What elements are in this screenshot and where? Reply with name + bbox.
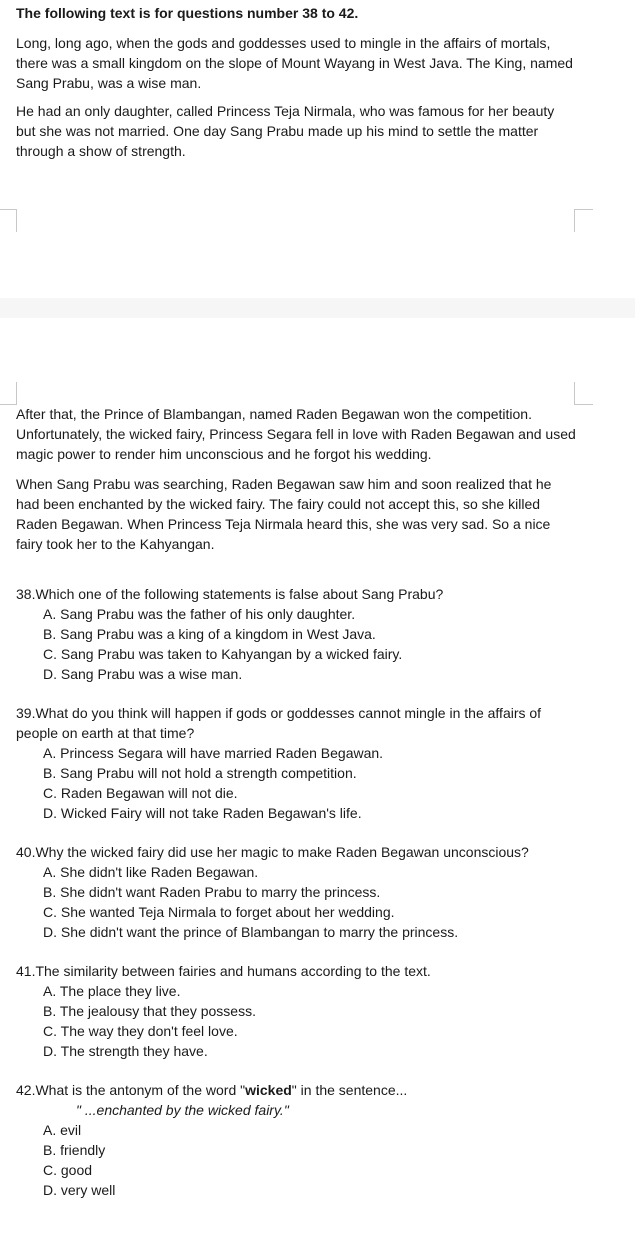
question-41-text: 41.The similarity between fairies and humans according to the text. xyxy=(16,963,431,979)
image-frame-corner-top-right xyxy=(574,209,593,232)
question-39-option-c[interactable]: C. Raden Begawan will not die. xyxy=(43,785,238,801)
image-frame-corner-bottom-right xyxy=(574,382,593,405)
question-38-text: 38.Which one of the following statements is false about Sang Prabu? xyxy=(16,586,444,602)
passage-paragraph-4: When Sang Prabu was searching, Raden Begawan saw him and soon realized that he had been enchanted by the wicked fairy. The fairy could not accept this, so she killed Raden Begawan. When Princess Teja Nirmala heard this, she was very sad. So a nice fairy took her to the Kahyangan. xyxy=(16,476,552,552)
question-38-option-d[interactable]: D. Sang Prabu was a wise man. xyxy=(43,666,243,682)
question-40 xyxy=(16,842,576,942)
question-38-option-a[interactable]: A. Sang Prabu was the father of his only daughter. xyxy=(43,606,356,622)
question-42-option-d[interactable]: D. very well xyxy=(43,1182,116,1198)
question-42 xyxy=(16,1080,576,1200)
image-placeholder-band xyxy=(0,298,635,318)
question-38-option-b[interactable]: B. Sang Prabu was a king of a kingdom in West Java. xyxy=(43,626,376,642)
image-frame-corner-top-left xyxy=(0,209,17,232)
passage-paragraph-1: Long, long ago, when the gods and goddesses used to mingle in the affairs of mortals, there was a small kingdom on the slope of Mount Wayang in West Java. The King, named Sang Prabu, was a wise man. xyxy=(16,35,573,91)
question-42-text xyxy=(16,1080,576,1100)
question-42-option-b[interactable]: B. friendly xyxy=(43,1142,106,1158)
question-41-option-b[interactable]: B. The jealousy that they possess. xyxy=(43,1003,256,1019)
question-40-option-b[interactable]: B. She didn't want Raden Prabu to marry the princess. xyxy=(43,884,381,900)
question-42-option-c[interactable]: C. good xyxy=(43,1162,93,1178)
image-frame-corner-bottom-left xyxy=(0,382,17,405)
question-41 xyxy=(16,961,576,1061)
question-42-option-a[interactable]: A. evil xyxy=(43,1122,82,1138)
question-42-quote: " ...enchanted by the wicked fairy." xyxy=(76,1102,289,1118)
question-40-text: 40.Why the wicked fairy did use her magic to make Raden Begawan unconscious? xyxy=(16,844,529,860)
question-39 xyxy=(16,703,576,823)
question-40-option-c[interactable]: C. She wanted Teja Nirmala to forget about her wedding. xyxy=(43,904,395,920)
question-41-option-d[interactable]: D. The strength they have. xyxy=(43,1043,208,1059)
question-38 xyxy=(16,584,576,684)
question-42-text-end: " in the sentence... xyxy=(291,1082,408,1098)
question-42-keyword: wicked xyxy=(245,1082,292,1098)
question-39-option-b[interactable]: B. Sang Prabu will not hold a strength competition. xyxy=(43,765,357,781)
question-38-option-c[interactable]: C. Sang Prabu was taken to Kahyangan by a wicked fairy. xyxy=(43,646,403,662)
question-41-option-a[interactable]: A. The place they live. xyxy=(43,983,181,999)
question-39-text: 39.What do you think will happen if gods or goddesses cannot mingle in the affairs of people on earth at that time? xyxy=(16,705,542,741)
question-39-option-d[interactable]: D. Wicked Fairy will not take Raden Begawan's life. xyxy=(43,805,362,821)
question-40-option-d[interactable]: D. She didn't want the prince of Blambangan to marry the princess. xyxy=(43,924,459,940)
question-40-option-a[interactable]: A. She didn't like Raden Begawan. xyxy=(43,864,259,880)
passage-paragraph-3: After that, the Prince of Blambangan, named Raden Begawan won the competition. Unfortunately, the wicked fairy, Princess Segara fell in love with Raden Begawan and used magic power to render him unconscious and he forgot his wedding. xyxy=(16,406,576,462)
question-42-text-start: 42.What is the antonym of the word " xyxy=(16,1082,246,1098)
question-41-option-c[interactable]: C. The way they don't feel love. xyxy=(43,1023,238,1039)
section-heading: The following text is for questions number 38 to 42. xyxy=(16,5,359,21)
passage-paragraph-2: He had an only daughter, called Princess Teja Nirmala, who was famous for her beauty but she was not married. One day Sang Prabu made up his mind to settle the matter through a show of strength. xyxy=(16,103,555,159)
question-39-option-a[interactable]: A. Princess Segara will have married Raden Begawan. xyxy=(43,745,384,761)
